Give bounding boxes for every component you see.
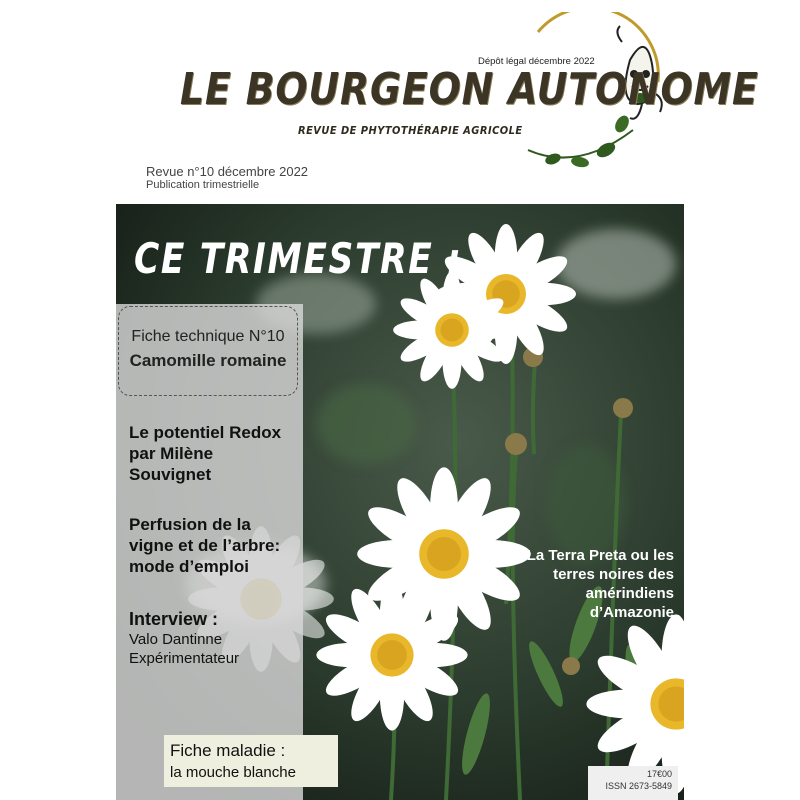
cover-photo-area [116, 204, 684, 800]
fiche-technique-name: Camomille romaine [129, 351, 287, 370]
interview-name: Valo Dantinne Expérimentateur [129, 631, 240, 667]
price-issn-box [588, 766, 678, 800]
fiche-maladie-name: la mouche blanche [170, 764, 296, 781]
contents-sidebar [116, 304, 303, 800]
contents-item-interview [129, 609, 299, 668]
legal-deposit: Dépôt légal décembre 2022 [478, 56, 595, 67]
issue-number: Revue n°10 décembre 2022 [146, 164, 309, 179]
contents-item-redox: Le potentiel Redox par Milène Souvignet [129, 423, 282, 484]
magazine-subtitle: REVUE DE PHYTOTHÉRAPIE AGRICOLE [298, 124, 523, 137]
price: 17€00 [646, 769, 672, 779]
feature-terra-preta: La Terra Preta ou les terres noires des amérindiens d’Amazonie [526, 547, 674, 621]
fiche-maladie-box [164, 735, 338, 787]
issn: ISSN 2673-5849 [605, 781, 672, 791]
publication-frequency: Publication trimestrielle [146, 179, 260, 191]
interview-label: Interview : [129, 609, 219, 629]
fiche-technique-label: Fiche technique N°10 [131, 328, 285, 345]
magazine-title: LE BOURGEON AUTONOME [180, 64, 759, 115]
fiche-maladie-label: Fiche maladie : [170, 741, 286, 760]
contents-item-perfusion: Perfusion de la vigne et de l’arbre: mode d’emploi [129, 515, 281, 576]
fiche-technique-box [118, 306, 298, 396]
cover-headline: CE TRIMESTRE : [134, 234, 463, 283]
